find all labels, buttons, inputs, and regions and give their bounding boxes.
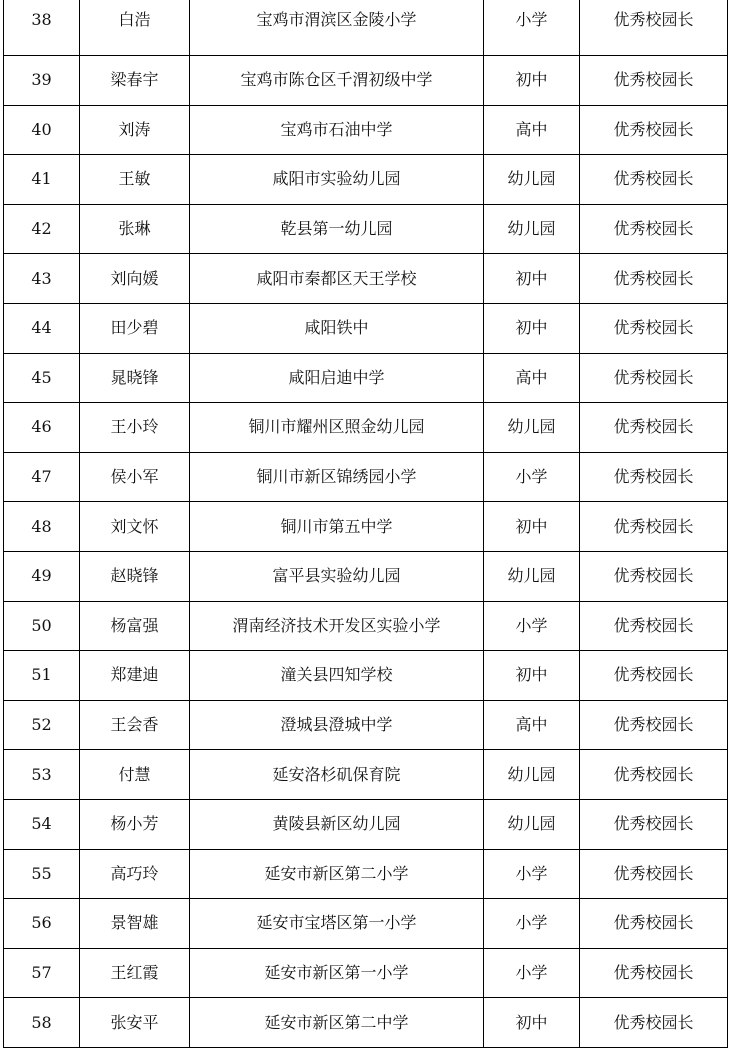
cell-school: 乾县第一幼儿园 xyxy=(190,204,484,254)
cell-number: 51 xyxy=(4,651,80,701)
cell-level: 小学 xyxy=(484,0,580,56)
cell-award: 优秀校园长 xyxy=(580,56,728,106)
cell-school: 宝鸡市石油中学 xyxy=(190,105,484,155)
cell-number: 42 xyxy=(4,204,80,254)
cell-number: 58 xyxy=(4,998,80,1048)
cell-name: 杨富强 xyxy=(80,601,190,651)
cell-award: 优秀校园长 xyxy=(580,899,728,949)
table-body xyxy=(4,0,728,1047)
cell-number: 44 xyxy=(4,303,80,353)
cell-name: 郑建迪 xyxy=(80,651,190,701)
cell-school: 延安市新区第二小学 xyxy=(190,849,484,899)
cell-level: 幼儿园 xyxy=(484,204,580,254)
cell-award: 优秀校园长 xyxy=(580,551,728,601)
cell-school: 铜川市第五中学 xyxy=(190,502,484,552)
cell-school: 咸阳市秦都区天王学校 xyxy=(190,254,484,304)
cell-number: 41 xyxy=(4,155,80,205)
cell-number: 45 xyxy=(4,353,80,403)
cell-school: 咸阳启迪中学 xyxy=(190,353,484,403)
cell-award: 优秀校园长 xyxy=(580,0,728,56)
cell-level: 初中 xyxy=(484,998,580,1048)
cell-award: 优秀校园长 xyxy=(580,204,728,254)
table-row xyxy=(4,204,728,254)
table-row xyxy=(4,254,728,304)
cell-name: 张安平 xyxy=(80,998,190,1048)
cell-award: 优秀校园长 xyxy=(580,155,728,205)
cell-number: 57 xyxy=(4,948,80,998)
cell-award: 优秀校园长 xyxy=(580,353,728,403)
cell-name: 侯小军 xyxy=(80,452,190,502)
cell-number: 49 xyxy=(4,551,80,601)
cell-level: 高中 xyxy=(484,353,580,403)
cell-level: 初中 xyxy=(484,502,580,552)
cell-level: 幼儿园 xyxy=(484,750,580,800)
cell-level: 小学 xyxy=(484,601,580,651)
cell-school: 延安市宝塔区第一小学 xyxy=(190,899,484,949)
table-row xyxy=(4,700,728,750)
cell-school: 宝鸡市渭滨区金陵小学 xyxy=(190,0,484,56)
cell-award: 优秀校园长 xyxy=(580,254,728,304)
cell-school: 咸阳铁中 xyxy=(190,303,484,353)
cell-number: 40 xyxy=(4,105,80,155)
cell-number: 38 xyxy=(4,0,80,56)
table-row xyxy=(4,452,728,502)
cell-name: 张琳 xyxy=(80,204,190,254)
cell-school: 澄城县澄城中学 xyxy=(190,700,484,750)
table-row xyxy=(4,56,728,106)
cell-number: 55 xyxy=(4,849,80,899)
cell-award: 优秀校园长 xyxy=(580,948,728,998)
cell-award: 优秀校园长 xyxy=(580,651,728,701)
cell-name: 田少碧 xyxy=(80,303,190,353)
cell-name: 赵晓锋 xyxy=(80,551,190,601)
cell-number: 56 xyxy=(4,899,80,949)
cell-school: 铜川市新区锦绣园小学 xyxy=(190,452,484,502)
cell-name: 杨小芳 xyxy=(80,799,190,849)
cell-award: 优秀校园长 xyxy=(580,601,728,651)
cell-school: 潼关县四知学校 xyxy=(190,651,484,701)
cell-level: 小学 xyxy=(484,849,580,899)
cell-award: 优秀校园长 xyxy=(580,452,728,502)
cell-level: 初中 xyxy=(484,56,580,106)
cell-name: 刘涛 xyxy=(80,105,190,155)
table-row xyxy=(4,948,728,998)
cell-award: 优秀校园长 xyxy=(580,403,728,453)
cell-name: 王小玲 xyxy=(80,403,190,453)
table-row xyxy=(4,651,728,701)
cell-school: 富平县实验幼儿园 xyxy=(190,551,484,601)
cell-name: 白浩 xyxy=(80,0,190,56)
cell-award: 优秀校园长 xyxy=(580,700,728,750)
cell-level: 高中 xyxy=(484,700,580,750)
table-row xyxy=(4,899,728,949)
cell-award: 优秀校园长 xyxy=(580,849,728,899)
cell-school: 延安洛杉矶保育院 xyxy=(190,750,484,800)
cell-name: 王敏 xyxy=(80,155,190,205)
cell-level: 幼儿园 xyxy=(484,799,580,849)
table-row xyxy=(4,799,728,849)
cell-name: 刘向媛 xyxy=(80,254,190,304)
cell-name: 王会香 xyxy=(80,700,190,750)
table-row xyxy=(4,502,728,552)
cell-level: 小学 xyxy=(484,899,580,949)
cell-name: 晁晓锋 xyxy=(80,353,190,403)
cell-level: 初中 xyxy=(484,254,580,304)
cell-school: 延安市新区第二中学 xyxy=(190,998,484,1048)
cell-level: 高中 xyxy=(484,105,580,155)
cell-school: 铜川市耀州区照金幼儿园 xyxy=(190,403,484,453)
table-row xyxy=(4,998,728,1048)
cell-level: 初中 xyxy=(484,651,580,701)
award-list-table xyxy=(3,0,728,1048)
table-row xyxy=(4,353,728,403)
table-row xyxy=(4,105,728,155)
cell-number: 53 xyxy=(4,750,80,800)
cell-school: 延安市新区第一小学 xyxy=(190,948,484,998)
cell-number: 46 xyxy=(4,403,80,453)
cell-level: 幼儿园 xyxy=(484,403,580,453)
cell-name: 梁春宇 xyxy=(80,56,190,106)
cell-award: 优秀校园长 xyxy=(580,799,728,849)
cell-name: 景智雄 xyxy=(80,899,190,949)
cell-level: 幼儿园 xyxy=(484,155,580,205)
cell-award: 优秀校园长 xyxy=(580,998,728,1048)
table-row xyxy=(4,403,728,453)
table-row xyxy=(4,849,728,899)
cell-number: 47 xyxy=(4,452,80,502)
cell-school: 宝鸡市陈仓区千渭初级中学 xyxy=(190,56,484,106)
cell-award: 优秀校园长 xyxy=(580,750,728,800)
cell-number: 43 xyxy=(4,254,80,304)
cell-name: 高巧玲 xyxy=(80,849,190,899)
cell-name: 王红霞 xyxy=(80,948,190,998)
cell-award: 优秀校园长 xyxy=(580,303,728,353)
cell-level: 小学 xyxy=(484,452,580,502)
table-row xyxy=(4,303,728,353)
cell-level: 幼儿园 xyxy=(484,551,580,601)
cell-number: 48 xyxy=(4,502,80,552)
table-row xyxy=(4,0,728,56)
cell-name: 刘文怀 xyxy=(80,502,190,552)
table-row xyxy=(4,551,728,601)
cell-level: 小学 xyxy=(484,948,580,998)
cell-name: 付慧 xyxy=(80,750,190,800)
cell-award: 优秀校园长 xyxy=(580,502,728,552)
cell-level: 初中 xyxy=(484,303,580,353)
cell-number: 54 xyxy=(4,799,80,849)
cell-award: 优秀校园长 xyxy=(580,105,728,155)
table-row xyxy=(4,155,728,205)
cell-number: 39 xyxy=(4,56,80,106)
cell-school: 渭南经济技术开发区实验小学 xyxy=(190,601,484,651)
table-row xyxy=(4,601,728,651)
cell-number: 50 xyxy=(4,601,80,651)
cell-school: 咸阳市实验幼儿园 xyxy=(190,155,484,205)
cell-school: 黄陵县新区幼儿园 xyxy=(190,799,484,849)
table-row xyxy=(4,750,728,800)
cell-number: 52 xyxy=(4,700,80,750)
